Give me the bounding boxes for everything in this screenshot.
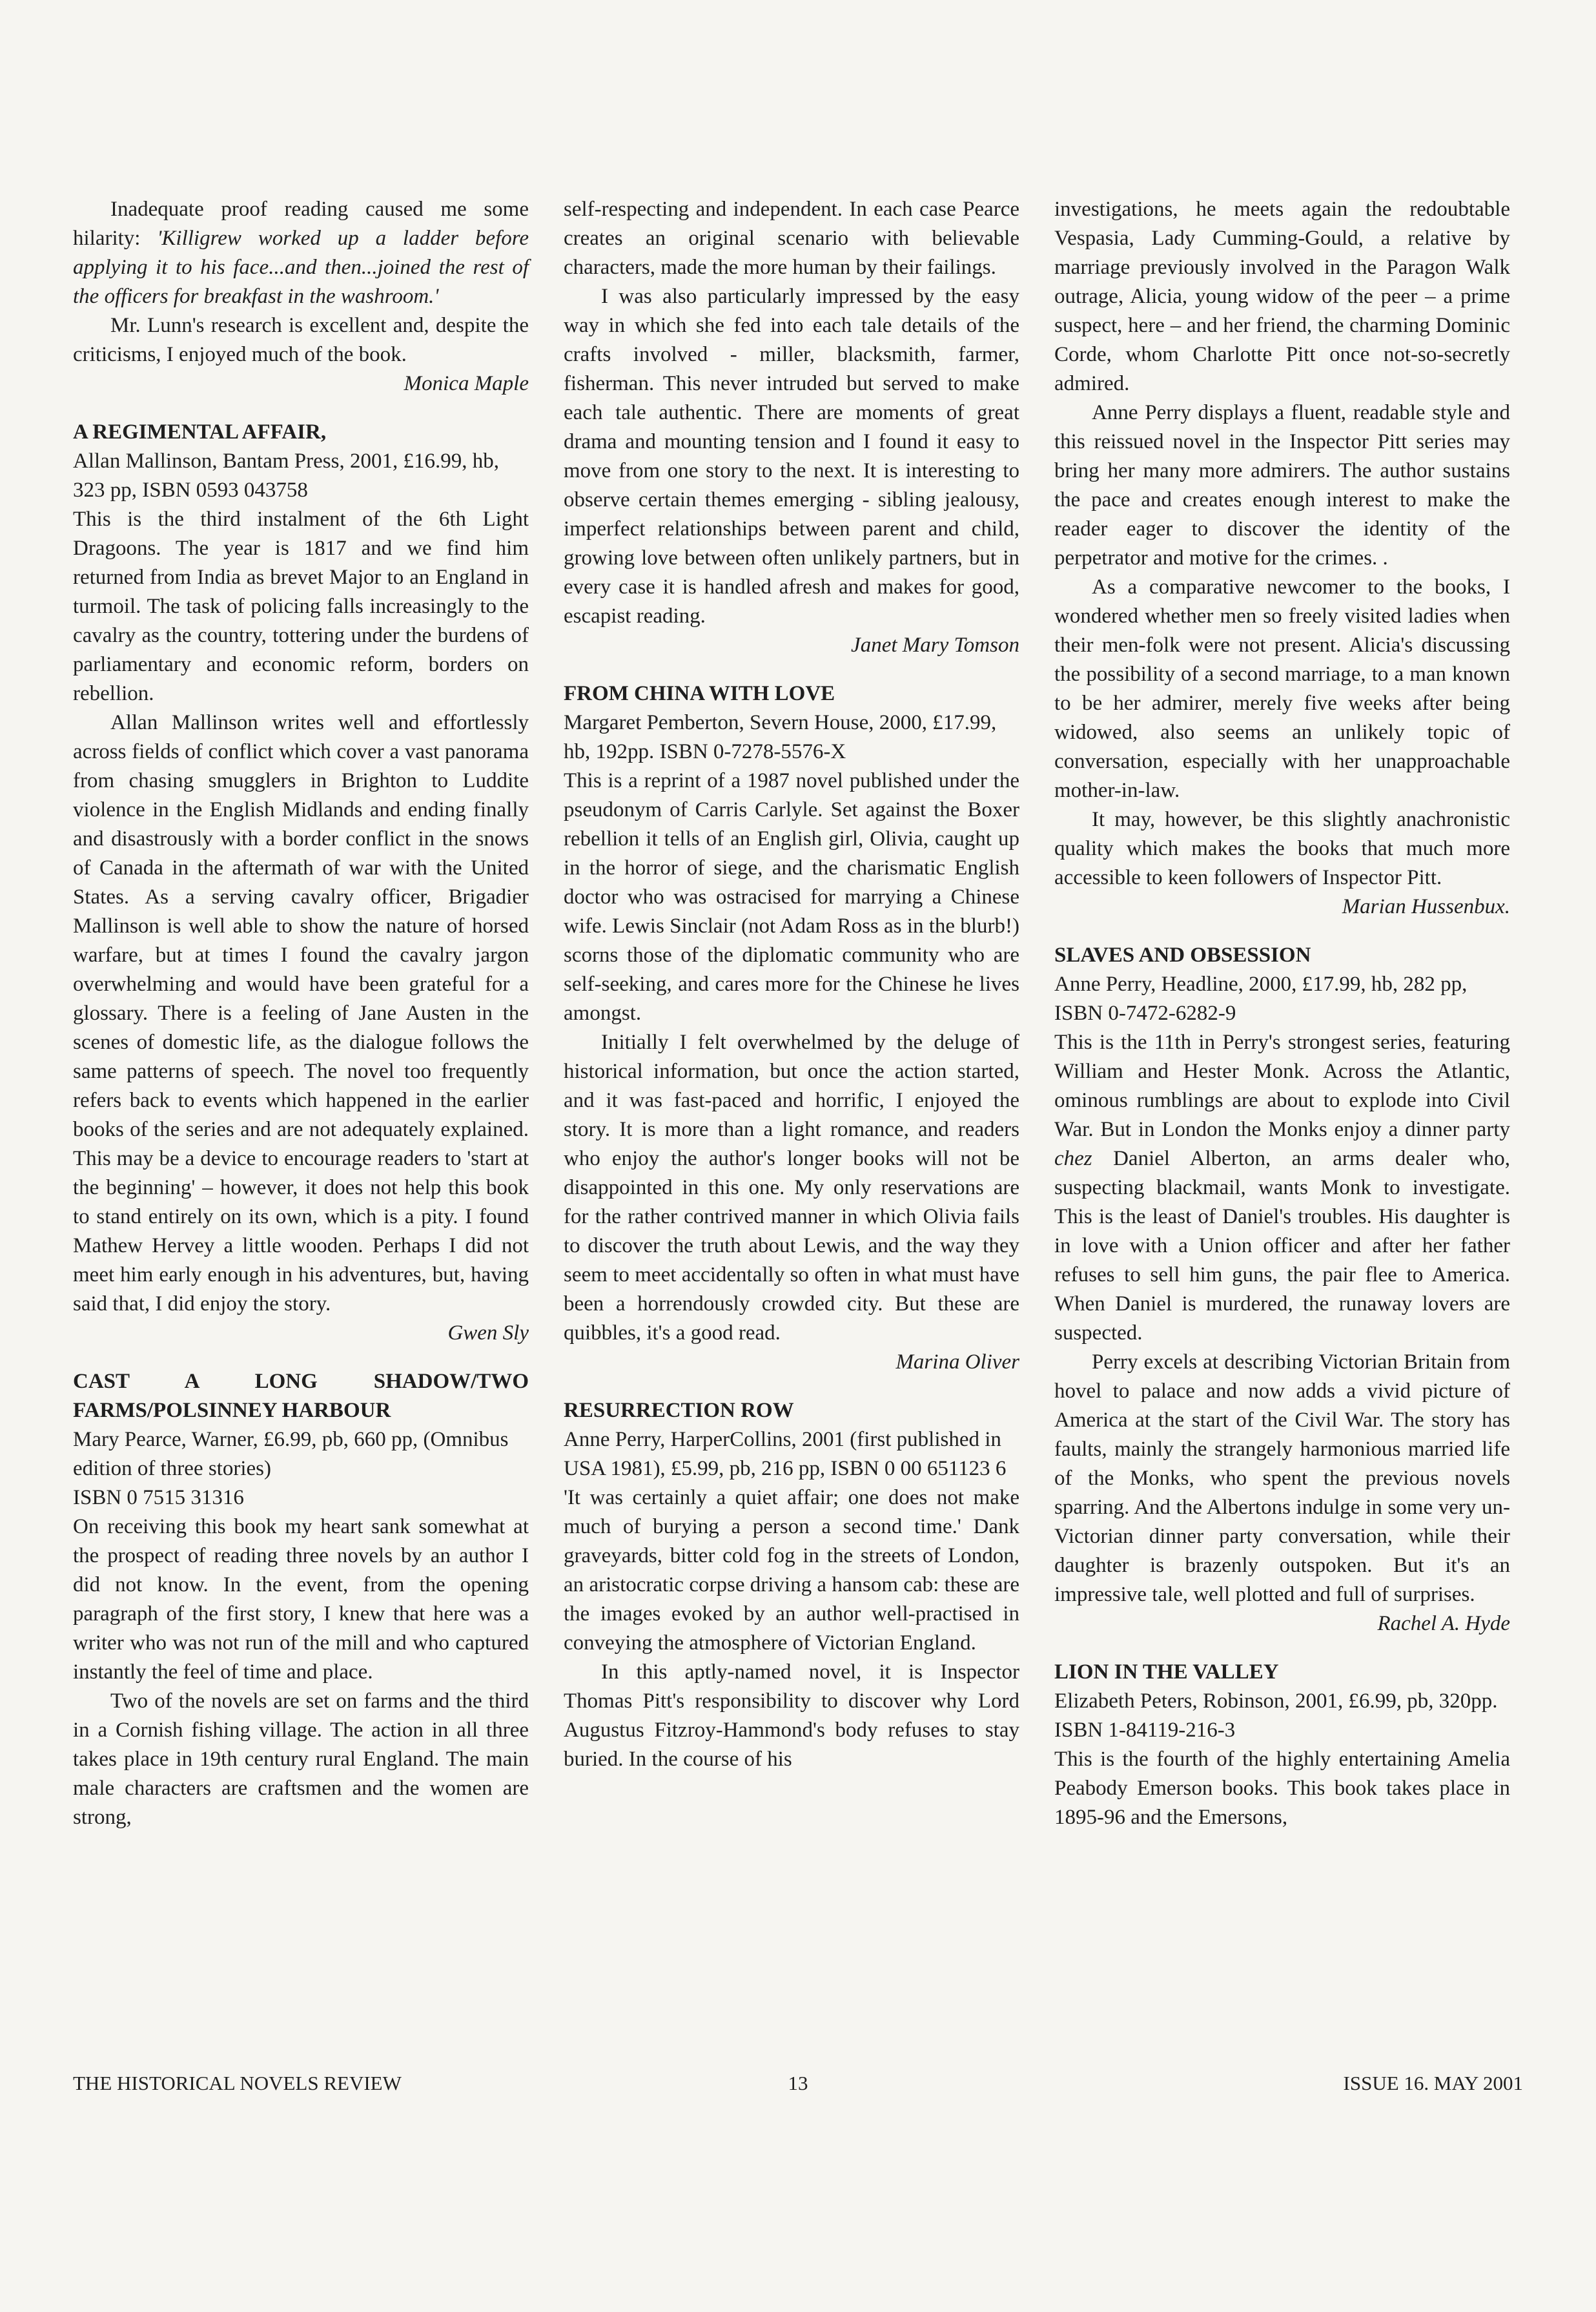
review-title: SLAVES AND OBSESSION	[1054, 944, 1311, 967]
paragraph: This is the fourth of the highly entertaining Amelia Peabody Emerson books. This book takes place in 1895-96 and the Emersons,	[1054, 1748, 1510, 1829]
paragraph: In this aptly-named novel, it is Inspector Thomas Pitt's responsibility to discover why Lord Augustus Fitzroy-Hammond's body refuses to stay buried. In the course of his	[564, 1660, 1019, 1771]
paragraph: Allan Mallinson writes well and effortlessly across fields of conflict which cover a vast panorama from chasing smugglers in Brighton to Luddite violence in the English Midlands and ending finally and disastrously with a border conflict in the snows of Canada in the aftermath of war with the United States. As a serving cavalry officer, Brigadier Mallinson is well able to show the nature of horsed warfare, but at times I found the cavalry jargon overwhelming and would have been grateful for a glossary. There is a feeling of Jane Austen in the scenes of domestic life, as the dialogue follows the same patterns of speech. The novel too frequently refers back to events which happened in the earlier books of the series and are not adequately explained. This may be a device to encourage readers to 'start at the beginning' – however, it does not help this book to stand entirely on its own, which is a pity. I found Mathew Hervey a little wooden. Perhaps I did not meet him early enough in his adventures, but, having said that, I did enjoy the story.	[73, 711, 529, 1316]
paragraph: Mr. Lunn's research is excellent and, despite the criticisms, I enjoyed much of the book.	[73, 314, 529, 366]
reviewer-signature: Monica Maple	[404, 372, 529, 395]
issue-date: ISSUE 16. MAY 2001	[1343, 2072, 1523, 2094]
paragraph: self-respecting and independent. In each case Pearce creates an original scenario with believable characters, made the more human by their failings.	[564, 198, 1019, 279]
review-title: A REGIMENTAL AFFAIR,	[73, 420, 327, 444]
reviewer-signature: Janet Mary Tomson	[851, 634, 1019, 657]
column-3	[1054, 195, 1510, 1832]
paragraph: Anne Perry displays a fluent, readable style and this reissued novel in the Inspector Pitt series may bring her many more admirers. The author sustains the pace and creates enough interest to make the reader eager to discover the identity of the perpetrator and motive for the crimes. .	[1054, 401, 1510, 570]
italic-word: chez	[1054, 1147, 1092, 1170]
reviewer-signature: Marina Oliver	[895, 1350, 1019, 1374]
review-title: RESURRECTION ROW	[564, 1399, 794, 1422]
column-2	[564, 195, 1019, 1774]
review-meta: Allan Mallinson, Bantam Press, 2001, £16.99, hb, 323 pp, ISBN 0593 043758	[73, 449, 499, 502]
paragraph: It may, however, be this slightly anachronistic quality which makes the books that much more accessible to keen followers of Inspector Pitt.	[1054, 808, 1510, 889]
column-1	[73, 195, 529, 1832]
page-footer	[73, 2072, 1523, 2098]
paragraph: Perry excels at describing Victorian Britain from hovel to palace and now adds a vivid picture of America at the start of the Civil War. The story has faults, mainly the strangely harmonious married life of the Monks, who spent the previous novels sparring. And the Albertons indulge in some very un-Victorian dinner party conversation, while their daughter is brazenly outspoken. But it's an impressive tale, well plotted and full of surprises.	[1054, 1350, 1510, 1606]
paragraph: This is the third instalment of the 6th Light Dragoons. The year is 1817 and we find him returned from India as brevet Major to an England in turmoil. The task of policing falls increasingly to the cavalry as the country, tottering under the burdens of parliamentary and economic reform, borders on rebellion.	[73, 508, 529, 705]
review-title: CAST A LONG SHADOW/TWO FARMS/POLSINNEY HARBOUR	[73, 1370, 529, 1422]
text: Daniel Alberton, an arms dealer who, suspecting blackmail, wants Monk to investigate. This is the least of Daniel's troubles. His daughter is in love with a Union officer and after her father refuses to sell him guns, the pair flee to America. When Daniel is murdered, the runaway lovers are suspected.	[1054, 1147, 1510, 1345]
review-meta: Anne Perry, HarperCollins, 2001 (first published in USA 1981), £5.99, pb, 216 pp, ISBN 0 00 651123 6	[564, 1428, 1007, 1480]
review-title: LION IN THE VALLEY	[1054, 1660, 1279, 1684]
text: Inadequate proof reading caused me some hilarity:	[73, 198, 529, 250]
review-meta: Anne Perry, Headline, 2000, £17.99, hb, 282 pp, ISBN 0-7472-6282-9	[1054, 973, 1468, 1025]
quote: 'Killigrew worked up a ladder before applying it to his face...and then...joined the rest of the officers for breakfast in the washroom.'	[73, 227, 529, 308]
paragraph: I was also particularly impressed by the easy way in which she fed into each tale details of the crafts involved - miller, blacksmith, farmer, fisherman. This never intruded but served to make each tale authentic. There are moments of great drama and mounting tension and I found it easy to move from one story to the next. It is interesting to observe certain themes emerging - sibling jealousy, imperfect relationships between parent and child, growing love between often unlikely partners, but in every case it is handled afresh and makes for good, escapist reading.	[564, 285, 1019, 628]
paragraph: On receiving this book my heart sank somewhat at the prospect of reading three novels by an author I did not know. In the event, from the opening paragraph of the first story, I knew that here was a writer who was not run of the mill and who captured instantly the feel of time and place.	[73, 1515, 529, 1684]
paragraph: Two of the novels are set on farms and the third in a Cornish fishing village. The action in all three takes place in 19th century rural England. The main male characters are craftsmen and the women are strong,	[73, 1689, 529, 1829]
review-meta: Elizabeth Peters, Robinson, 2001, £6.99, pb, 320pp. ISBN 1-84119-216-3	[1054, 1689, 1498, 1742]
review-meta: Mary Pearce, Warner, £6.99, pb, 660 pp, (Omnibus edition of three stories)	[73, 1428, 509, 1480]
page-number: 13	[788, 2072, 808, 2094]
review-title: FROM CHINA WITH LOVE	[564, 682, 835, 705]
paragraph: 'It was certainly a quiet affair; one does not make much of burying a person a second time.' Dank graveyards, bitter cold fog in the streets of London, an aristocratic corpse driving a hansom cab: these are the images evoked by an author well-practised in conveying the atmosphere of Victorian England.	[564, 1486, 1019, 1655]
reviewer-signature: Gwen Sly	[447, 1321, 529, 1345]
review-isbn: ISBN 0 7515 31316	[73, 1486, 244, 1509]
reviewer-signature: Rachel A. Hyde	[1377, 1612, 1510, 1635]
paragraph: Initially I felt overwhelmed by the deluge of historical information, but once the action started, and it was fast-paced and horrific, I enjoyed the story. It is more than a light romance, and readers who enjoy the author's longer books will not be disappointed in this one. My only reservations are for the rather contrived manner in which Olivia fails to discover the truth about Lewis, and the way they seem to meet accidentally so often in what must have been a horrendously crowded city. But these are quibbles, it's a good read.	[564, 1031, 1019, 1345]
reviewer-signature: Marian Hussenbux.	[1342, 895, 1510, 918]
paragraph	[1054, 1028, 1510, 1348]
paragraph	[73, 195, 529, 311]
publication-name: THE HISTORICAL NOVELS REVIEW	[73, 2072, 402, 2094]
review-meta: Margaret Pemberton, Severn House, 2000, £17.99, hb, 192pp. ISBN 0-7278-5576-X	[564, 711, 997, 763]
paragraph: This is a reprint of a 1987 novel published under the pseudonym of Carris Carlyle. Set against the Boxer rebellion it tells of an English girl, Olivia, caught up in the horror of siege, and the charismatic English doctor who was ostracised for marrying a Chinese wife. Lewis Sinclair (not Adam Ross as in the blurb!) scorns those of the diplomatic community who are self-seeking, and cares more for the Chinese he lives amongst.	[564, 769, 1019, 1025]
text: This is the 11th in Perry's strongest series, featuring William and Hester Monk. Across the Atlantic, ominous rumblings are about to explode into Civil War. But in London the Monks enjoy a dinner party	[1054, 1031, 1510, 1141]
paragraph: As a comparative newcomer to the books, I wondered whether men so freely visited ladies when their men-folk were not present. Alicia's discussing the possibility of a second marriage, to a man known to be her admirer, merely five weeks after being widowed, also seems an unlikely topic of conversation, especially with her unapproachable mother-in-law.	[1054, 575, 1510, 802]
paragraph: investigations, he meets again the redoubtable Vespasia, Lady Cumming-Gould, a relative by marriage previously involved in the Paragon Walk outrage, Alicia, young widow of the peer – a prime suspect, here – and her friend, the charming Dominic Corde, whom Charlotte Pitt once not-so-secretly admired.	[1054, 198, 1510, 395]
